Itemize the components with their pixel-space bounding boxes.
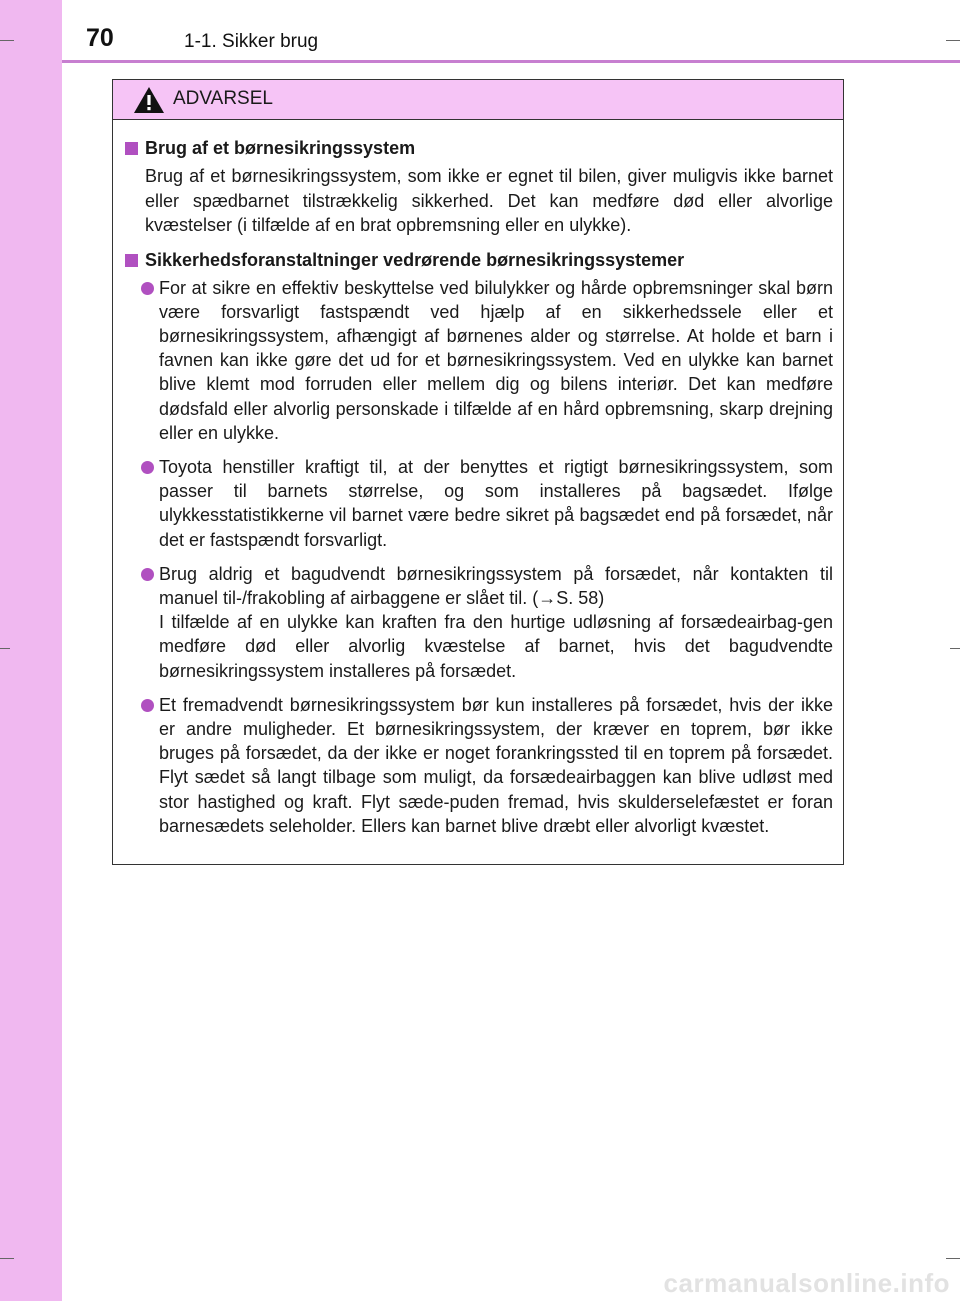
crop-mark xyxy=(950,648,960,649)
bullet-item xyxy=(125,562,833,683)
heading-text: Sikkerhedsforanstaltninger vedrørende børnesikringssystemer xyxy=(145,249,685,270)
bullet-text-continued: I tilfælde af en ulykke kan kraften fra den hurtige udløsning af forsædeairbag-gen medføre død eller alvorlig kvæstelse af barnet, hvis det bagudvendte børnesikringssystem installeres på forsædet. xyxy=(159,612,833,681)
round-bullet-icon xyxy=(141,282,154,295)
bullet-item xyxy=(125,693,833,838)
square-bullet-icon xyxy=(125,142,138,155)
heading-text: Brug af et børnesikringssystem xyxy=(145,138,416,158)
header-rule xyxy=(62,60,960,63)
crop-mark xyxy=(946,1258,960,1259)
page-number: 70 xyxy=(86,24,114,52)
bullet-text: Brug aldrig et bagudvendt børnesikringssystem på forsædet, når kontakten til manuel til-/frakobling af airbaggene er slået til. (→S. 58) xyxy=(159,563,833,608)
crop-mark xyxy=(0,648,10,649)
square-bullet-icon xyxy=(125,254,138,267)
crop-mark xyxy=(0,1258,14,1259)
bullet-text: Toyota henstiller kraftigt til, at der benyttes et rigtigt børnesikringssystem, som passer til barnets størrelse, og som installeres på bagsædet. Ifølge ulykkesstatistikkerne vil barnet være bedre sikret på bagsædet end på forsædet, når det er fastspændt forsvarligt. xyxy=(159,456,833,550)
watermark: carmanualsonline.info xyxy=(663,1268,950,1298)
section-title: 1-1. Sikker brug xyxy=(184,31,319,52)
section-heading xyxy=(125,136,833,161)
round-bullet-icon xyxy=(141,568,154,581)
paragraph: Brug af et børnesikringssystem, som ikke er egnet til bilen, giver muligvis ikke barnet eller spædbarnet tilstrækkelig sikkerhed. Det kan medføre død eller alvorlige kvæstelser (i tilfælde af en brat opbremsning eller en ulykke). xyxy=(145,166,833,235)
warning-label: ADVARSEL xyxy=(173,88,273,109)
crop-mark xyxy=(0,40,14,41)
warning-triangle-icon xyxy=(133,86,165,114)
bullet-text: For at sikre en effektiv beskyttelse ved bilulykker og hårde opbremsninger skal børn være forsvarligt fastspændt ved hjælp af en sikkerhedssele eller et børnesikringssystem, afhængigt af børnenes alder og størrelse. At holde et barn i favnen kan ikke gøre det ud for et børnesikringssystem. Ved en ulykke kan barnet blive klemt mod forruden eller mellem dig og bilens interiør. Det kan medføre dødsfald eller alvorlig personskade i tilfælde af en hård opbremsning, skarp drejning eller en ulykke. xyxy=(159,277,833,443)
bullet-text: Et fremadvendt børnesikringssystem bør kun installeres på forsædet, hvis der ikke er andre muligheder. Et børnesikringssystem, der kræver en toprem, bør ikke bruges på forsædet, da der ikke er noget forankringssted til en toprem på forsædet. Flyt sædet så langt tilbage som muligt, da forsædeairbaggen kan blive udløst med stor hastighed og kraft. Flyt sæde-puden fremad, hvis skulderselefæstet er foran barnesædets seleholder. Ellers kan barnet blive dræbt eller alvorligt kvæstet. xyxy=(159,694,833,836)
bullet-item xyxy=(125,455,833,552)
bullet-item xyxy=(125,276,833,445)
sidebar-color-band xyxy=(0,0,62,1301)
crop-mark xyxy=(946,40,960,41)
warning-header xyxy=(113,80,843,120)
section-heading xyxy=(125,248,833,273)
round-bullet-icon xyxy=(141,461,154,474)
round-bullet-icon xyxy=(141,699,154,712)
warning-box xyxy=(112,79,844,865)
warning-content xyxy=(113,120,843,838)
